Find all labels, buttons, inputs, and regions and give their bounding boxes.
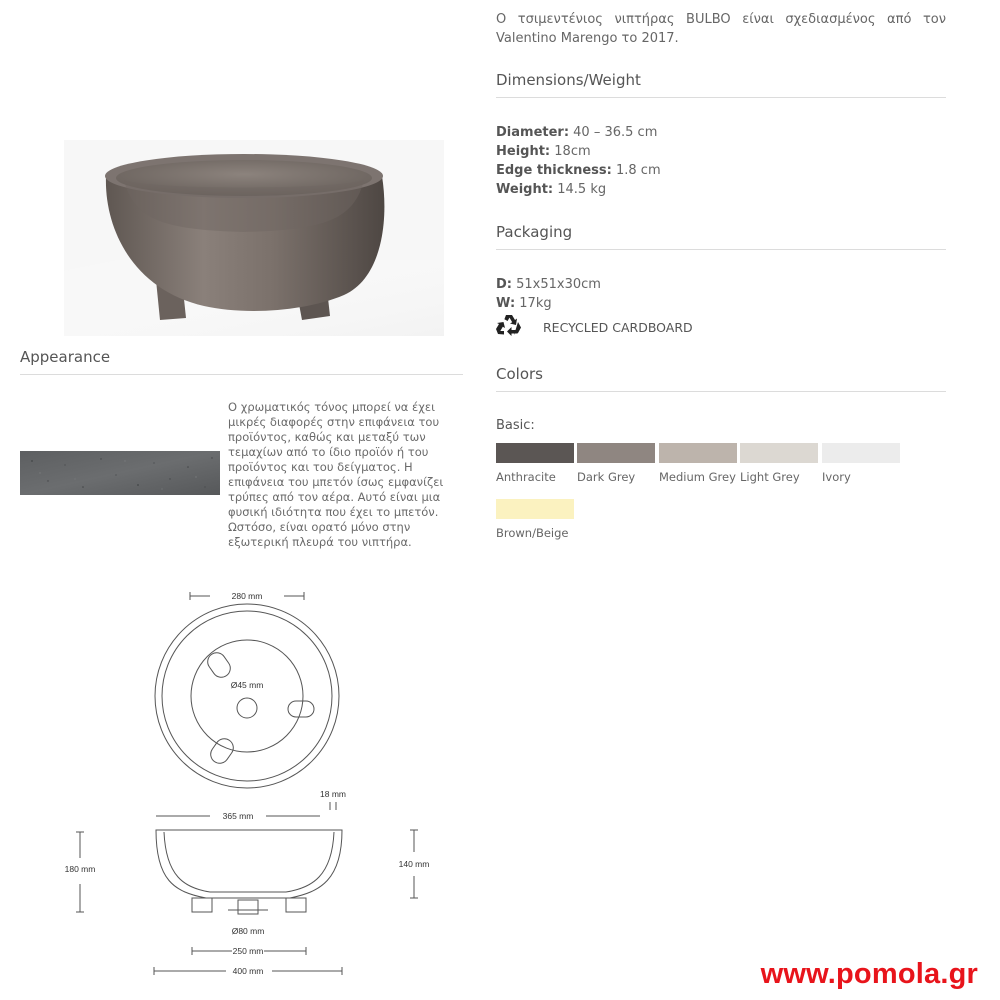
appearance-divider [20,374,463,375]
dim-drain-bottom: Ø80 mm [231,926,265,936]
color-swatch-dark-grey[interactable] [577,443,655,463]
dim-top-width: 280 mm [231,591,263,601]
color-swatch-ivory[interactable] [822,443,900,463]
packaging-weight: W: 17kg [496,296,552,311]
dim-bowl-height: 140 mm [398,859,430,869]
basic-colors-label: Basic: [496,418,535,433]
color-swatch-anthracite[interactable] [496,443,574,463]
color-label-ivory: Ivory [822,470,851,484]
dimensions-divider [496,97,946,98]
dimensions-title: Dimensions/Weight [496,71,641,89]
spec-height: Height: 18cm [496,144,591,159]
color-label-brown-beige: Brown/Beige [496,526,569,540]
color-swatch-medium-grey[interactable] [659,443,737,463]
color-label-dark-grey: Dark Grey [577,470,636,484]
dim-total-height: 180 mm [64,864,96,874]
product-photo [64,140,444,336]
dim-edge: 18 mm [320,789,346,799]
appearance-title: Appearance [20,348,111,366]
color-swatch-light-grey[interactable] [740,443,818,463]
color-label-medium-grey: Medium Grey [659,470,736,484]
dim-drain-top: Ø45 mm [230,680,264,690]
color-label-anthracite: Anthracite [496,470,556,484]
product-intro: Ο τσιμεντένιος νιπτήρας BULBO είναι σχεδιασμένος από τον Valentino Marengo το 2017. [496,12,946,46]
dim-overall-width: 400 mm [232,966,264,976]
appearance-description: Ο χρωματικός τόνος μπορεί να έχει μικρές διαφορές στην επιφάνεια του προϊόντος, καθώς και μεταξύ των τεμαχίων από το ίδιο προϊόν ή του προϊόντος και του δείγματος. Η επιφάνεια του μπετόν ίσως εμφανίζει τρύπες από τον αέρα. Αυτό είναι μια φυσική ιδιότητα που έχει το μπετόν. Ωστόσο, είναι ορατό μόνο στην εξωτερική πλευρά του νιπτήρα. [228,400,444,549]
technical-drawing [50,580,450,980]
recycle-label: RECYCLED CARDBOARD [543,320,693,335]
website-url[interactable]: www.pomola.gr [760,958,978,990]
colors-divider [496,391,946,392]
colors-title: Colors [496,365,543,383]
packaging-title: Packaging [496,223,573,241]
dim-inner-width: 365 mm [222,811,254,821]
packaging-dimensions: D: 51x51x30cm [496,277,601,292]
color-swatch-brown-beige[interactable] [496,499,574,519]
spec-weight: Weight: 14.5 kg [496,182,607,197]
spec-diameter: Diameter: 40 – 36.5 cm [496,125,658,140]
dim-base-width: 250 mm [232,946,264,956]
packaging-divider [496,249,946,250]
concrete-texture-sample [20,451,220,495]
color-label-light-grey: Light Grey [740,470,800,484]
recycle-icon [496,314,522,336]
spec-edge-thickness: Edge thickness: 1.8 cm [496,163,661,178]
